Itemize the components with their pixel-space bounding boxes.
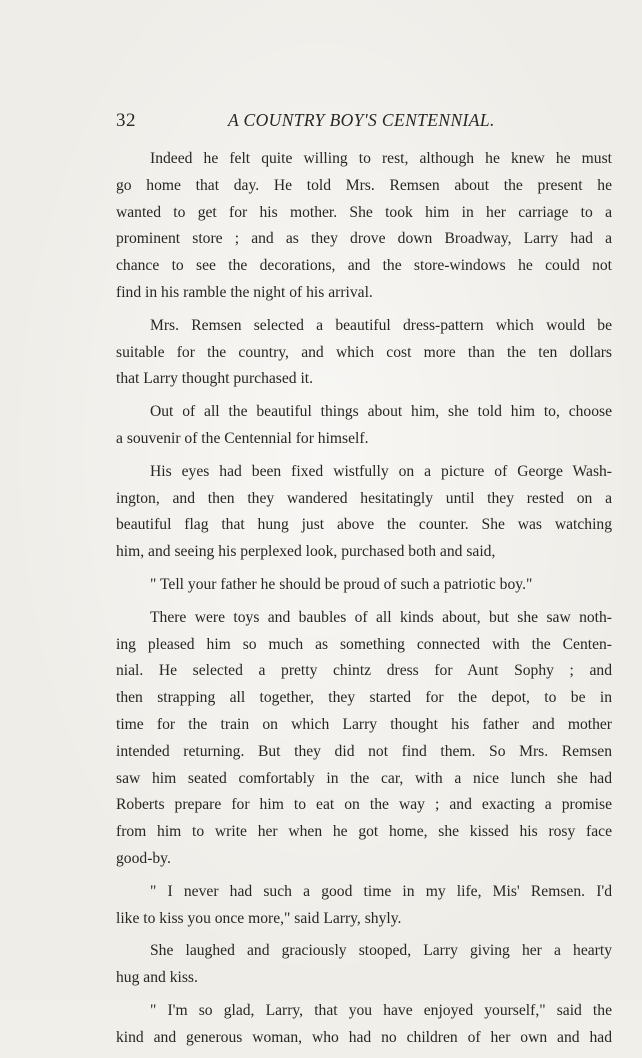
text-line: from him to write her when he got home, she kissed his rosy face <box>116 823 612 841</box>
page-header <box>116 108 502 136</box>
text-line: ing pleased him so much as something connected with the Centen- <box>116 635 612 653</box>
text-line: " Tell your father he should be proud of such a patriotic boy." <box>150 575 533 593</box>
text-line: nial. He selected a pretty chintz dress for Aunt Sophy ; and <box>116 662 612 680</box>
text-line: suitable for the country, and which cost more than the ten dollars <box>116 343 612 361</box>
text-line: good-by. <box>116 849 171 867</box>
paragraph <box>116 879 612 933</box>
text-line: go home that day. He told Mrs. Remsen about the present he <box>116 176 612 194</box>
text-line: hug and kiss. <box>116 969 198 987</box>
text-line: beautiful flag that hung just above the counter. She was watching <box>116 516 612 534</box>
text-line: Out of all the beautiful things about him, she told him to, choose <box>150 403 612 421</box>
text-line: find in his ramble the night of his arrival. <box>116 283 373 301</box>
text-line: like to kiss you once more," said Larry, shyly. <box>116 909 402 927</box>
text-line: chance to see the decorations, and the store-windows he could not <box>116 257 612 275</box>
paragraph <box>116 938 612 992</box>
paragraph <box>116 605 612 873</box>
body-text <box>116 146 612 1058</box>
text-line: " I'm so glad, Larry, that you have enjoyed yourself," said the <box>150 1001 612 1019</box>
running-title: A COUNTRY BOY'S CENTENNIAL. <box>228 110 495 130</box>
paragraph <box>116 399 612 453</box>
text-line: time for the train on which Larry thought his father and mother <box>116 715 612 733</box>
text-line: Roberts prepare for him to eat on the way ; and exacting a promise <box>116 796 612 814</box>
paragraph <box>116 459 612 566</box>
text-line: him, and seeing his perplexed look, purchased both and said, <box>116 543 496 561</box>
page-number: 32 <box>116 110 136 131</box>
text-line: saw him seated comfortably in the car, with a nice lunch she had <box>116 769 612 787</box>
text-line: ington, and then they wandered hesitatingly until they rested on a <box>116 489 612 507</box>
text-line: " I never had such a good time in my life, Mis' Remsen. I'd <box>150 882 612 900</box>
paragraph <box>116 998 612 1052</box>
text-line: kind and generous woman, who had no children of her own and had <box>116 1028 612 1046</box>
paragraph <box>116 146 612 307</box>
text-line: wanted to get for his mother. She took him in her carriage to a <box>116 203 612 221</box>
paragraph <box>116 572 612 599</box>
text-line: prominent store ; and as they drove down Broadway, Larry had a <box>116 230 612 248</box>
paragraph <box>116 313 612 393</box>
text-line: a souvenir of the Centennial for himself. <box>116 429 369 447</box>
text-line: intended returning. But they did not find them. So Mrs. Remsen <box>116 742 612 760</box>
text-line: Mrs. Remsen selected a beautiful dress-pattern which would be <box>150 316 612 334</box>
text-line: There were toys and baubles of all kinds about, but she saw noth- <box>150 608 612 626</box>
text-line: then strapping all together, they started for the depot, to be in <box>116 689 612 707</box>
text-line: His eyes had been fixed wistfully on a picture of George Wash- <box>150 462 612 480</box>
text-line: that Larry thought purchased it. <box>116 370 314 388</box>
text-line: She laughed and graciously stooped, Larry giving her a hearty <box>150 942 612 960</box>
text-line: Indeed he felt quite willing to rest, although he knew he must <box>150 150 612 167</box>
